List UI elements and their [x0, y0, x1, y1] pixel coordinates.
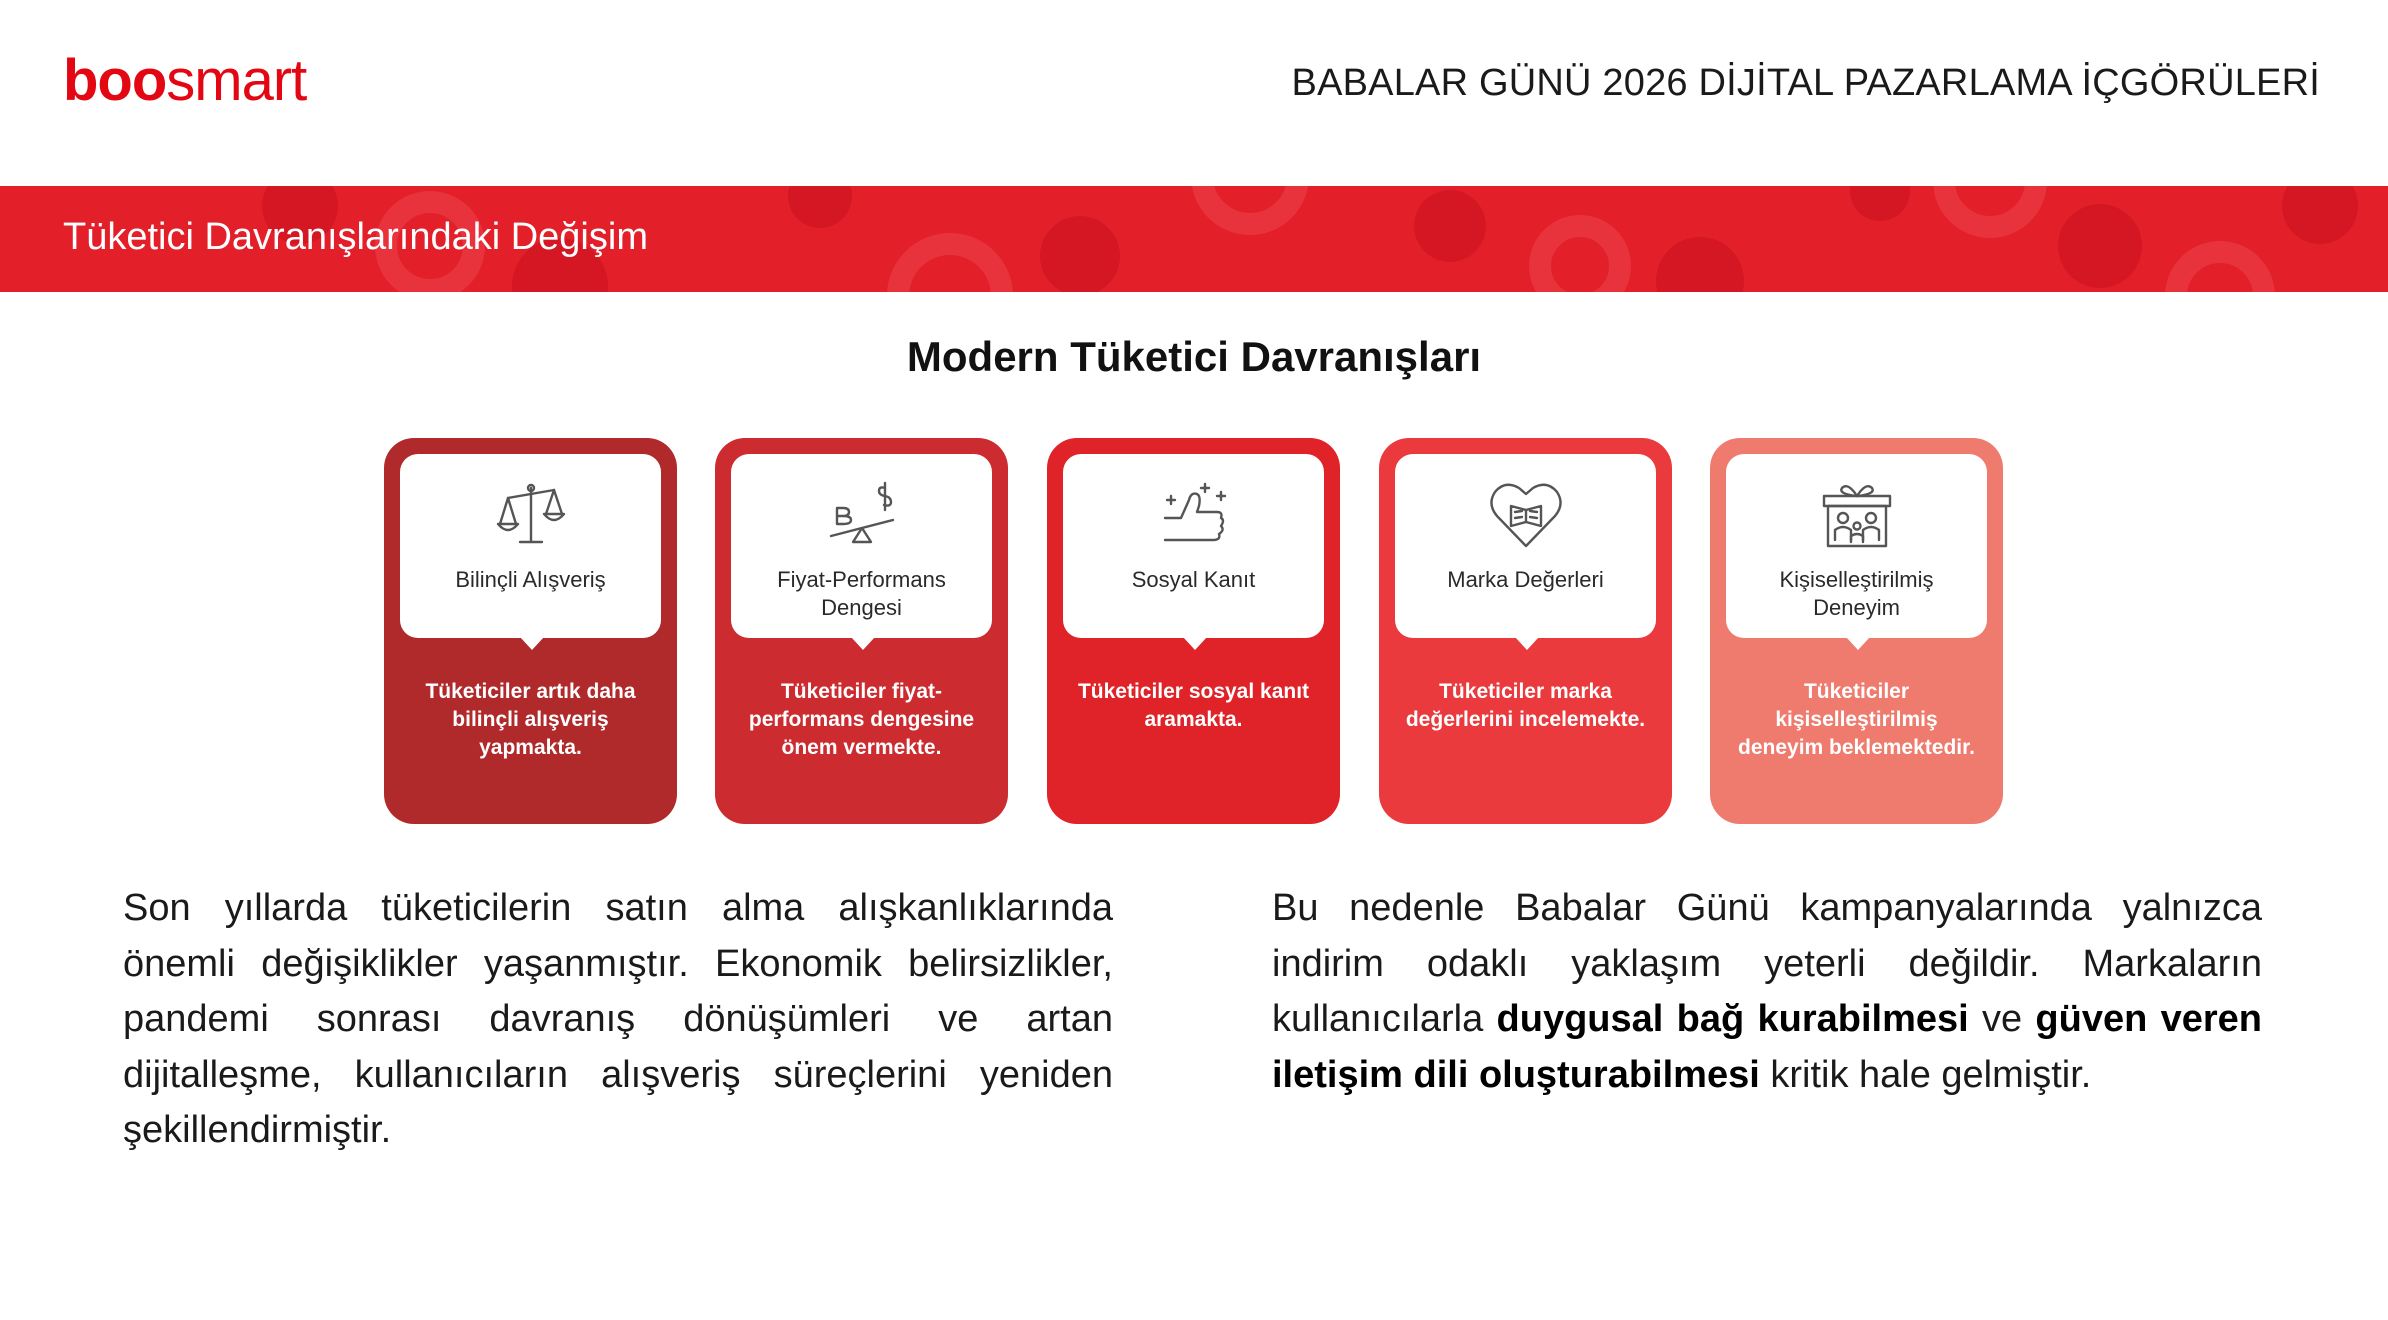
card-brand-values — [1379, 438, 1672, 824]
card-label: Kişiselleştirilmiş Deneyim — [1779, 567, 1934, 620]
card-social-proof — [1047, 438, 1340, 824]
card-label: Marka Değerleri — [1447, 567, 1604, 592]
paragraph-left: Son yıllarda tüketicilerin satın alma alışkanlıklarında önemli değişiklikler yaşanmıştır. Ekonomik belirsizlikler, pandemi sonrası davranış dönüşümleri ve artan dijitalleşme, kullanıcıların alışveriş süreçlerini yeniden şekillendirmiştir. — [123, 887, 1113, 1151]
card-description: Tüketiciler artık daha bilinçli alışveriş yapmakta. — [425, 680, 636, 759]
paragraph-right-part-2: ve — [1968, 998, 2036, 1040]
banner-title: Tüketici Davranışlarındaki Değişim — [63, 216, 648, 258]
behavior-cards — [384, 438, 2004, 826]
paragraph-right — [1272, 881, 2262, 1103]
card-header — [731, 454, 992, 638]
boosmart-logo — [63, 48, 307, 113]
card-label: Sosyal Kanıt — [1131, 567, 1256, 592]
section-title: Modern Tüketici Davranışları — [906, 333, 1482, 380]
card-conscious-shopping — [384, 438, 677, 824]
card-header — [1395, 454, 1656, 638]
paragraph-right-part-1: Bu nedenle Babalar Günü kampanyalarında yalnızca indirim odaklı yaklaşım yeterli değildir. Markaların kullanıcılarla — [1272, 887, 2262, 1040]
card-header — [1063, 454, 1324, 638]
card-description: Tüketiciler fiyat-performans dengesine önem vermekte. — [748, 680, 975, 759]
card-header — [1726, 454, 1987, 638]
paragraph-right-part-3: kritik hale gelmiştir. — [1759, 1053, 2092, 1096]
emphasis-emotional-bond: duygusal bağ kurabilmesi — [1496, 998, 1969, 1040]
card-description: Tüketiciler sosyal kanıt aramakta. — [1077, 680, 1310, 731]
card-label: Bilinçli Alışveriş — [455, 567, 606, 592]
emphasis-trust-communication: güven veren iletişim dili oluşturabilmesi — [1272, 998, 2263, 1096]
logo-light-part: smart — [166, 48, 307, 113]
card-header — [400, 454, 661, 638]
seesaw-price-icon — [823, 478, 901, 552]
family-gift-icon — [1818, 478, 1896, 552]
section-banner — [0, 186, 2388, 292]
scales-icon — [492, 478, 570, 552]
heart-book-icon — [1487, 478, 1565, 552]
card-personalized-experience — [1710, 438, 2003, 824]
card-description: Tüketiciler marka değerlerini incelemekte. — [1405, 680, 1646, 731]
logo-bold-part: boo — [63, 48, 167, 113]
card-label: Fiyat-Performans Dengesi — [777, 567, 946, 620]
card-price-performance — [715, 438, 1008, 824]
card-description: Tüketiciler kişiselleştirilmiş deneyim beklemektedir. — [1738, 680, 1975, 759]
thumbs-up-icon — [1155, 478, 1233, 552]
document-title: BABALAR GÜNÜ 2026 DİJİTAL PAZARLAMA İÇGÖRÜLERİ — [1291, 62, 2320, 104]
